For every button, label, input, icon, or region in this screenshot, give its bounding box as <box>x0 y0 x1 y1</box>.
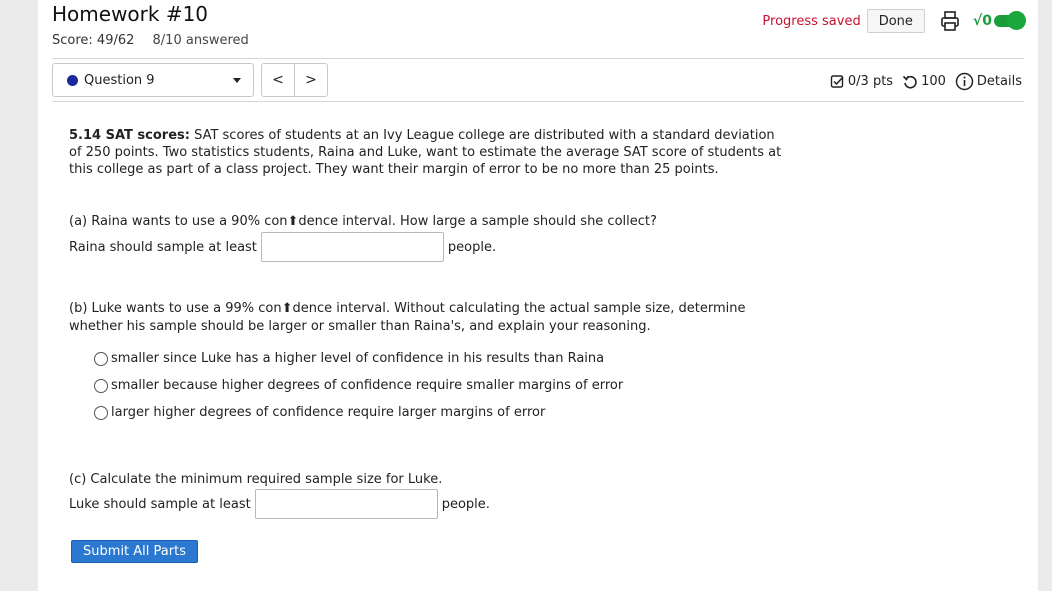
toggle-switch[interactable] <box>994 15 1022 27</box>
part-c-suffix: people. <box>441 496 490 512</box>
score-row <box>52 33 249 48</box>
option-label: larger higher degrees of confidence require larger margins of error <box>111 405 546 420</box>
score-text: Score: 49/62 <box>52 33 135 48</box>
checkbox-icon <box>830 74 845 89</box>
option-label: smaller since Luke has a higher level of confidence in his results than Raina <box>111 351 605 366</box>
details-label: Details <box>976 74 1022 89</box>
progress-status: Progress saved <box>762 13 861 29</box>
part-a-prefix: Raina should sample at least <box>69 239 257 255</box>
question-status-dot <box>67 75 78 86</box>
problem-text: SAT scores of students at an Ivy League college are distributed with a standard deviation of 250 points. Two statistics students, Raina and Luke, want to estimate the average SAT score of students at this college as part of a class project. They want their margin of error to be no more than 25 points. <box>69 128 782 177</box>
part-b-question: (b) Luke wants to use a 99% con⬆dence interval. Without calculating the actual sample size, determine whether his sample should be larger or smaller than Raina's, and explain your reasoning. <box>69 301 746 334</box>
submit-all-parts-button[interactable]: Submit All Parts <box>71 540 198 563</box>
attempts-item <box>902 74 946 90</box>
part-c-question: (c) Calculate the minimum required sample size for Luke. <box>69 472 443 487</box>
math-toggle[interactable] <box>973 13 1022 29</box>
part-b-option-3[interactable] <box>94 405 545 420</box>
homework-page <box>38 0 1038 591</box>
radio-button[interactable] <box>94 406 108 420</box>
problem-statement <box>69 127 789 178</box>
part-b-option-1[interactable] <box>94 351 604 366</box>
part-c-input[interactable] <box>255 489 438 519</box>
attempts-text: 100 <box>921 74 946 89</box>
part-b-option-2[interactable] <box>94 378 623 393</box>
question-meta <box>821 72 1022 91</box>
points-text: 0/3 pts <box>847 74 894 89</box>
header-actions <box>762 8 1022 34</box>
divider-question <box>52 101 1024 102</box>
part-a-input[interactable] <box>261 232 444 262</box>
page-title: Homework #10 <box>52 2 209 26</box>
part-c-prefix: Luke should sample at least <box>69 496 251 512</box>
radio-button[interactable] <box>94 352 108 366</box>
question-select[interactable] <box>52 63 254 97</box>
part-a-suffix: people. <box>447 239 497 255</box>
done-button[interactable]: Done <box>867 9 925 33</box>
chevron-down-icon <box>233 78 241 83</box>
problem-id: 5.14 SAT scores: <box>69 128 190 143</box>
points-item <box>830 74 893 89</box>
part-c-answer <box>69 489 490 519</box>
prev-question-button[interactable]: < <box>262 64 295 96</box>
answered-count: 8/10 answered <box>152 33 249 48</box>
print-icon[interactable] <box>939 10 961 32</box>
next-question-button[interactable]: > <box>305 72 317 88</box>
part-a-answer <box>69 232 496 262</box>
sqrt-icon: √0 <box>972 13 992 29</box>
option-label: smaller because higher degrees of confidence require smaller margins of error <box>111 378 624 393</box>
info-icon <box>955 72 974 91</box>
divider-top <box>52 58 1024 59</box>
radio-button[interactable] <box>94 379 108 393</box>
question-nav <box>261 63 328 97</box>
part-a-question: (a) Raina wants to use a 90% con⬆dence interval. How large a sample should she collect? <box>69 214 657 229</box>
question-select-label: Question 9 <box>84 72 155 88</box>
retry-icon <box>902 74 918 90</box>
details-button[interactable] <box>955 72 1022 91</box>
